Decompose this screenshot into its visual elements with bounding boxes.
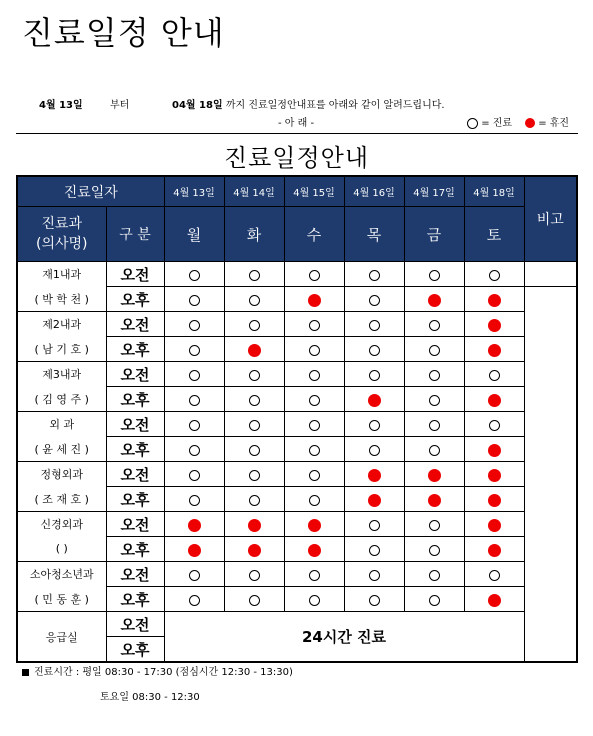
hours-saturday: 토요일 08:30 - 12:30 [100,692,200,703]
closed-dot-icon [488,494,501,507]
open-circle-icon [189,345,200,356]
closed-dot-icon [525,118,535,128]
schedule-cell [344,512,404,537]
schedule-cell [464,587,524,612]
open-circle-icon [489,370,500,381]
open-circle-icon [429,370,440,381]
open-circle-icon [249,470,260,481]
open-circle-icon [309,595,320,606]
schedule-cell [164,562,224,587]
open-circle-icon [429,270,440,281]
department-name: 재1내과 [17,262,106,287]
schedule-subtitle: 진료일정안내 [223,144,370,172]
open-circle-icon [369,320,380,331]
open-circle-icon [429,570,440,581]
schedule-cell [344,537,404,562]
date-header: 4월 15일 [284,176,344,207]
closed-dot-icon [488,519,501,532]
open-circle-icon [249,320,260,331]
closed-dot-icon [368,469,381,482]
schedule-cell [224,412,284,437]
note-header: 비고 [524,176,577,262]
pm-label: 오후 [106,637,164,663]
am-label: 오전 [106,562,164,587]
schedule-cell [284,412,344,437]
schedule-cell [464,462,524,487]
table-row [17,412,577,437]
below-label: - 아 래 - [278,118,315,129]
closed-dot-icon [488,544,501,557]
doctor-name: ( 김 영 주 ) [17,387,106,412]
date-header: 4월 18일 [464,176,524,207]
open-circle-icon [489,570,500,581]
open-circle-icon [189,420,200,431]
schedule-cell [404,462,464,487]
schedule-cell [224,387,284,412]
schedule-cell [224,287,284,312]
schedule-cell [224,587,284,612]
open-circle-icon [489,420,500,431]
schedule-cell [164,362,224,387]
schedule-cell [224,262,284,287]
table-row [17,337,577,362]
day-header: 토 [464,207,524,262]
open-circle-icon [429,395,440,406]
schedule-cell [404,362,464,387]
schedule-cell [284,387,344,412]
schedule-cell [224,462,284,487]
table-row [17,287,577,312]
open-circle-icon [189,370,200,381]
schedule-cell [404,312,464,337]
doctor-name: ( 남 기 호 ) [17,337,106,362]
open-circle-icon [369,270,380,281]
table-row [17,312,577,337]
day-header: 월 [164,207,224,262]
open-circle-icon [189,320,200,331]
closed-dot-icon [488,444,501,457]
closed-dot-icon [488,344,501,357]
schedule-cell [464,512,524,537]
open-circle-icon [249,595,260,606]
closed-dot-icon [488,294,501,307]
table-row [17,562,577,587]
schedule-cell [224,312,284,337]
page-title: 진료일정 안내 [22,14,225,52]
schedule-cell [224,537,284,562]
closed-dot-icon [488,319,501,332]
table-row [17,612,577,637]
schedule-cell [284,537,344,562]
closed-dot-icon [488,394,501,407]
legend-closed: = 휴진 [525,114,569,129]
table-row [17,537,577,562]
open-circle-icon [189,570,200,581]
schedule-cell [164,462,224,487]
open-circle-icon [189,395,200,406]
schedule-cell [464,262,524,287]
am-label: 오전 [106,612,164,637]
schedule-cell [224,337,284,362]
schedule-cell [404,537,464,562]
open-circle-icon [249,395,260,406]
open-circle-icon [429,595,440,606]
emergency-text: 24시간 진료 [164,612,524,663]
intro-from: 부터 [110,100,130,111]
closed-dot-icon [308,544,321,557]
schedule-cell [284,437,344,462]
schedule-cell [404,387,464,412]
open-circle-icon [309,320,320,331]
divider [16,133,578,134]
schedule-cell [404,337,464,362]
schedule-cell [284,337,344,362]
closed-dot-icon [308,294,321,307]
note-cell [524,262,577,287]
hours-weekday: 진료시간 : 평일 08:30 - 17:30 (점심시간 12:30 - 13:30) [22,663,293,678]
schedule-cell [344,462,404,487]
open-circle-icon [309,445,320,456]
open-circle-icon [489,270,500,281]
closed-dot-icon [188,519,201,532]
table-row [17,587,577,612]
open-circle-icon [369,295,380,306]
department-name: 제3내과 [17,362,106,387]
closed-dot-icon [368,394,381,407]
schedule-cell [344,562,404,587]
schedule-cell [224,362,284,387]
am-label: 오전 [106,412,164,437]
schedule-cell [224,512,284,537]
schedule-cell [344,587,404,612]
schedule-cell [164,587,224,612]
intro-end-sentence: 04월 18일 까지 진료일정안내표를 아래와 같이 알려드립니다. [172,100,445,111]
schedule-cell [284,562,344,587]
schedule-cell [344,487,404,512]
schedule-cell [284,262,344,287]
day-header: 금 [404,207,464,262]
schedule-cell [164,312,224,337]
department-name: 외 과 [17,412,106,437]
pm-label: 오후 [106,437,164,462]
open-circle-icon [249,295,260,306]
schedule-cell [164,537,224,562]
table-row [17,462,577,487]
date-header: 4월 17일 [404,176,464,207]
schedule-cell [344,412,404,437]
open-circle-icon [429,420,440,431]
open-circle-icon [369,570,380,581]
table-row [17,487,577,512]
schedule-cell [404,262,464,287]
schedule-cell [464,287,524,312]
schedule-cell [404,562,464,587]
doctor-name: ( 윤 세 진 ) [17,437,106,462]
schedule-cell [344,437,404,462]
closed-dot-icon [488,594,501,607]
schedule-cell [284,512,344,537]
closed-dot-icon [248,544,261,557]
am-label: 오전 [106,262,164,287]
closed-dot-icon [428,494,441,507]
open-circle-icon [309,570,320,581]
open-circle-icon [429,445,440,456]
open-circle-icon [309,370,320,381]
open-circle-icon [429,320,440,331]
closed-dot-icon [368,494,381,507]
pm-label: 오후 [106,287,164,312]
table-row [17,387,577,412]
closed-dot-icon [428,294,441,307]
schedule-cell [404,287,464,312]
open-circle-icon [309,345,320,356]
open-circle-icon [249,420,260,431]
date-header: 4월 16일 [344,176,404,207]
open-circle-icon [309,495,320,506]
emergency-label: 응급실 [17,612,106,663]
schedule-cell [164,512,224,537]
open-circle-icon [189,445,200,456]
closed-dot-icon [248,344,261,357]
doctor-name: ( ) [17,537,106,562]
department-name: 정형외과 [17,462,106,487]
schedule-cell [164,437,224,462]
open-circle-icon [369,545,380,556]
open-circle-icon [249,445,260,456]
schedule-cell [404,412,464,437]
schedule-cell [344,262,404,287]
table-row [17,362,577,387]
schedule-cell [464,362,524,387]
schedule-cell [284,287,344,312]
open-circle-icon [309,470,320,481]
dept-header: 진료과 (의사명) [17,207,106,262]
pm-label: 오후 [106,487,164,512]
department-name: 소아청소년과 [17,562,106,587]
open-circle-icon [369,595,380,606]
open-circle-icon [309,395,320,406]
schedule-cell [164,262,224,287]
closed-dot-icon [248,519,261,532]
open-circle-icon [369,445,380,456]
schedule-cell [464,412,524,437]
doctor-name: ( 박 학 천 ) [17,287,106,312]
closed-dot-icon [188,544,201,557]
schedule-cell [404,487,464,512]
schedule-cell [164,287,224,312]
schedule-cell [224,562,284,587]
schedule-cell [284,587,344,612]
open-circle-icon [189,270,200,281]
open-circle-icon [309,270,320,281]
schedule-cell [464,437,524,462]
doctor-name: ( 민 동 훈 ) [17,587,106,612]
open-circle-icon [369,370,380,381]
department-name: 제2내과 [17,312,106,337]
schedule-cell [464,487,524,512]
schedule-cell [224,437,284,462]
open-circle-icon [429,545,440,556]
date-header-label: 진료일자 [17,176,164,207]
open-circle-icon [467,118,478,129]
open-circle-icon [429,520,440,531]
doctor-name: ( 조 재 호 ) [17,487,106,512]
pm-label: 오후 [106,337,164,362]
day-header: 목 [344,207,404,262]
department-name: 신경외과 [17,512,106,537]
open-circle-icon [189,470,200,481]
pm-label: 오후 [106,387,164,412]
schedule-cell [284,362,344,387]
schedule-cell [464,537,524,562]
open-circle-icon [369,345,380,356]
open-circle-icon [189,495,200,506]
schedule-cell [284,462,344,487]
schedule-cell [464,387,524,412]
bullet-square-icon [22,669,29,676]
schedule-cell [404,587,464,612]
pm-label: 오후 [106,537,164,562]
open-circle-icon [249,495,260,506]
schedule-table [16,175,578,663]
schedule-cell [284,312,344,337]
open-circle-icon [309,420,320,431]
schedule-cell [464,312,524,337]
open-circle-icon [189,295,200,306]
legend-open: = 진료 [467,114,512,129]
table-row [17,262,577,287]
open-circle-icon [249,270,260,281]
intro-start-date: 4월 13일 [39,100,83,111]
pm-label: 오후 [106,587,164,612]
schedule-cell [344,287,404,312]
closed-dot-icon [428,469,441,482]
schedule-cell [224,487,284,512]
open-circle-icon [249,370,260,381]
schedule-cell [404,437,464,462]
closed-dot-icon [308,519,321,532]
schedule-cell [344,337,404,362]
schedule-cell [464,337,524,362]
open-circle-icon [369,520,380,531]
am-label: 오전 [106,462,164,487]
table-row [17,437,577,462]
date-header: 4월 14일 [224,176,284,207]
open-circle-icon [189,595,200,606]
am-label: 오전 [106,512,164,537]
am-label: 오전 [106,362,164,387]
am-label: 오전 [106,312,164,337]
schedule-cell [284,487,344,512]
schedule-cell [164,387,224,412]
schedule-cell [344,362,404,387]
division-header: 구 분 [106,207,164,262]
schedule-cell [164,412,224,437]
table-row [17,512,577,537]
day-header: 수 [284,207,344,262]
open-circle-icon [429,345,440,356]
schedule-cell [344,312,404,337]
schedule-cell [344,387,404,412]
open-circle-icon [369,420,380,431]
schedule-cell [464,562,524,587]
open-circle-icon [249,570,260,581]
schedule-cell [164,487,224,512]
schedule-cell [404,512,464,537]
schedule-cell [164,337,224,362]
note-cell [524,287,577,663]
date-header: 4월 13일 [164,176,224,207]
day-header: 화 [224,207,284,262]
closed-dot-icon [488,469,501,482]
